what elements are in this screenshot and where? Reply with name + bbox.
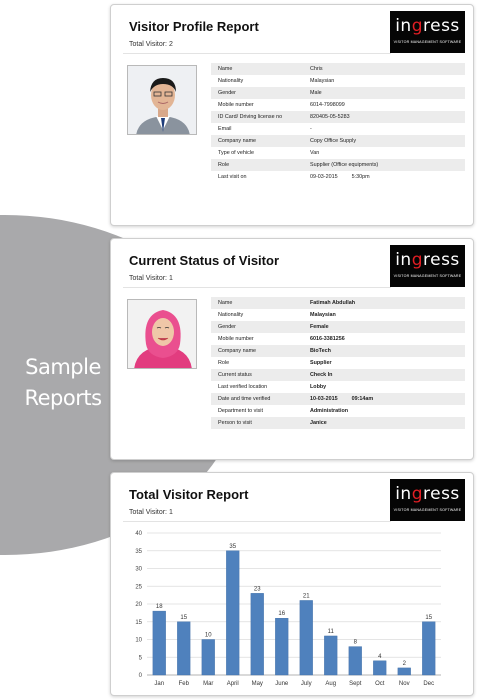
detail-row <box>211 123 465 135</box>
x-tick-label: Aug <box>325 681 337 687</box>
x-tick-label: Jan <box>154 681 165 687</box>
detail-label: Type of vehicle <box>218 150 254 156</box>
data-label: 16 <box>278 611 286 618</box>
detail-value: Supplier (Office equipments) <box>310 162 379 168</box>
sample-label-line1: Sample <box>25 355 101 379</box>
divider <box>123 53 391 54</box>
detail-label: Person to visit <box>218 420 252 426</box>
detail-label: Date and time verified <box>218 396 271 402</box>
detail-label: Mobile number <box>218 336 254 342</box>
visitor-photo <box>127 299 197 369</box>
data-label: 10 <box>204 632 212 639</box>
ingress-logo <box>390 479 465 521</box>
x-tick-label: Feb <box>178 681 189 687</box>
detail-label: Last visit on <box>218 174 247 180</box>
x-tick-label: Dec <box>423 681 435 687</box>
bar <box>349 647 362 675</box>
x-tick-label: July <box>300 681 312 687</box>
detail-row <box>211 333 465 345</box>
bar <box>398 668 411 675</box>
detail-row <box>211 405 465 417</box>
detail-row <box>211 309 465 321</box>
detail-value: Supplier <box>310 360 332 366</box>
detail-label: Company name <box>218 138 257 144</box>
detail-value-time: 5:30pm <box>351 174 370 180</box>
logo-text: ress <box>423 250 460 270</box>
detail-row <box>211 381 465 393</box>
detail-label: Current status <box>218 372 252 378</box>
detail-value: 6016-3381256 <box>310 336 345 342</box>
detail-label: Name <box>218 300 233 306</box>
y-tick-label: 35 <box>135 548 142 555</box>
data-label: 18 <box>155 604 163 611</box>
data-label: 15 <box>180 614 188 621</box>
logo-tagline: VISITOR MANAGEMENT SOFTWARE <box>393 508 462 512</box>
x-tick-label: Oct <box>375 681 385 687</box>
data-label: 21 <box>302 593 310 600</box>
bar <box>300 600 313 675</box>
detail-label: Email <box>218 126 232 132</box>
detail-row <box>211 369 465 381</box>
visitor-profile-report-card <box>110 4 474 226</box>
x-tick-label: Sept <box>349 681 362 687</box>
detail-value: Lobby <box>310 384 327 390</box>
detail-value: 10-03-2015 <box>310 396 338 402</box>
y-tick-label: 30 <box>135 566 142 573</box>
sample-label-line2: Reports <box>24 386 102 410</box>
detail-row <box>211 147 465 159</box>
detail-label: Gender <box>218 90 236 96</box>
detail-value: Malaysian <box>310 78 335 84</box>
detail-value: Male <box>310 90 322 96</box>
detail-row <box>211 417 465 429</box>
ingress-logo <box>390 245 465 287</box>
detail-row <box>211 357 465 369</box>
monthly-visitor-bar-chart <box>117 529 447 691</box>
detail-value: BioTech <box>310 348 331 354</box>
data-label: 23 <box>253 586 261 593</box>
logo-text: in <box>395 484 412 504</box>
card-subtitle: Total Visitor: 1 <box>129 509 173 516</box>
x-tick-label: Mar <box>203 681 214 687</box>
bar <box>251 593 264 675</box>
data-label: 15 <box>425 614 433 621</box>
detail-row <box>211 321 465 333</box>
logo-text: ress <box>423 16 460 36</box>
divider <box>123 287 391 288</box>
data-label: 2 <box>402 660 406 667</box>
card-subtitle: Total Visitor: 1 <box>129 275 173 282</box>
bar <box>373 661 386 675</box>
detail-value: - <box>310 126 312 132</box>
data-label: 35 <box>229 543 237 550</box>
detail-row <box>211 171 465 183</box>
logo-text: ress <box>423 484 460 504</box>
detail-label: Nationality <box>218 78 244 84</box>
detail-row <box>211 87 465 99</box>
detail-row <box>211 99 465 111</box>
detail-value: Fatimah Abdullah <box>310 300 356 306</box>
detail-value: Malaysian <box>310 312 336 318</box>
bar <box>422 622 435 675</box>
detail-value: 09-03-2015 <box>310 174 338 180</box>
detail-label: Company name <box>218 348 257 354</box>
x-tick-label: June <box>275 681 289 687</box>
detail-value: 6014-7998099 <box>310 102 345 108</box>
logo-text-accent: g <box>411 16 423 36</box>
y-tick-label: 0 <box>138 673 142 679</box>
logo-text: in <box>395 16 412 36</box>
detail-value-time: 09:14am <box>351 396 374 402</box>
logo-text: in <box>395 250 412 270</box>
card-title: Total Visitor Report <box>129 487 249 502</box>
detail-label: Department to visit <box>218 408 263 414</box>
detail-value: Chris <box>310 66 323 72</box>
detail-label: Mobile number <box>218 102 254 108</box>
bar <box>202 640 215 676</box>
card-subtitle: Total Visitor: 2 <box>129 41 173 48</box>
logo-text-accent: g <box>411 484 423 504</box>
sample-reports-label <box>18 352 108 414</box>
visitor-profile-details <box>211 63 465 183</box>
bar <box>275 618 288 675</box>
data-label: 8 <box>353 639 357 646</box>
detail-value: Janice <box>310 420 327 426</box>
x-tick-label: April <box>226 681 239 687</box>
detail-label: Last verified location <box>218 384 268 390</box>
detail-label: Role <box>218 162 230 168</box>
detail-value: Copy Office Supply <box>310 138 357 144</box>
visitor-photo <box>127 65 197 135</box>
detail-row <box>211 345 465 357</box>
total-visitor-report-card <box>110 472 474 696</box>
detail-row <box>211 393 465 405</box>
logo-text-accent: g <box>411 250 423 270</box>
detail-row <box>211 63 465 75</box>
detail-row <box>211 297 465 309</box>
detail-value: Administration <box>310 408 349 414</box>
detail-label: ID Card/ Driving license no <box>218 114 283 120</box>
logo-tagline: VISITOR MANAGEMENT SOFTWARE <box>393 40 462 44</box>
detail-value: 820405-05-5283 <box>310 114 350 120</box>
detail-label: Name <box>218 66 233 72</box>
data-label: 11 <box>327 628 334 635</box>
y-tick-label: 15 <box>135 619 142 626</box>
bar <box>324 636 337 675</box>
bar <box>226 551 239 675</box>
detail-row <box>211 75 465 87</box>
logo-tagline: VISITOR MANAGEMENT SOFTWARE <box>393 274 462 278</box>
bar <box>153 611 166 675</box>
y-tick-label: 25 <box>135 584 142 591</box>
card-title: Current Status of Visitor <box>129 253 280 268</box>
data-label: 4 <box>378 653 382 660</box>
y-tick-label: 40 <box>135 531 142 537</box>
y-tick-label: 20 <box>135 602 142 608</box>
detail-value: Female <box>310 324 329 330</box>
current-status-report-card <box>110 238 474 460</box>
detail-label: Nationality <box>218 312 244 318</box>
y-tick-label: 5 <box>138 655 142 662</box>
current-status-details <box>211 297 465 429</box>
detail-row <box>211 111 465 123</box>
detail-row <box>211 159 465 171</box>
detail-row <box>211 135 465 147</box>
detail-value: Van <box>310 150 320 156</box>
ingress-logo <box>390 11 465 53</box>
detail-label: Gender <box>218 324 236 330</box>
detail-label: Role <box>218 360 230 366</box>
x-tick-label: Nov <box>398 681 410 687</box>
x-tick-label: May <box>251 681 263 687</box>
bar <box>177 622 190 675</box>
detail-value: Check In <box>310 372 333 378</box>
divider <box>123 521 391 522</box>
card-title: Visitor Profile Report <box>129 19 259 34</box>
y-tick-label: 10 <box>135 637 142 644</box>
